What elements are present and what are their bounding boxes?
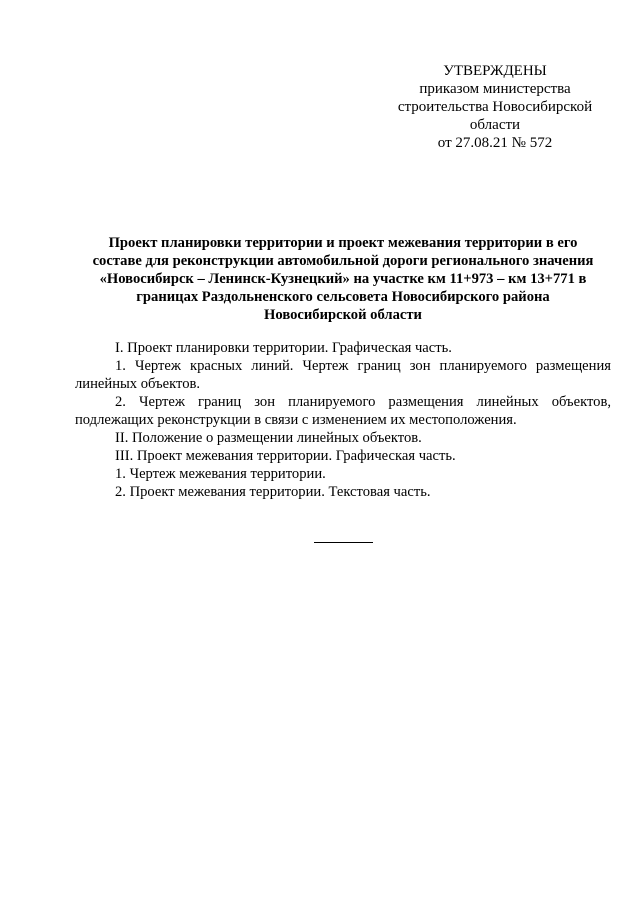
approval-order-line: приказом министерства (419, 81, 571, 97)
title-line: составе для реконструкции автомобильной дороги регионального значения (92, 253, 594, 269)
document-title (75, 234, 611, 324)
list-item-section-2: II. Положение о размещении линейных объектов. (115, 430, 422, 446)
title-line: границах Раздольненского сельсовета Новосибирского района (136, 289, 550, 305)
list-item-section-1: I. Проект планировки территории. Графическая часть. (115, 340, 452, 356)
approval-heading: УТВЕРЖДЕНЫ (443, 63, 547, 79)
approval-ministry-line: строительства Новосибирской (397, 99, 593, 115)
title-line: «Новосибирск – Ленинск-Кузнецкий» на участке км 11+973 – км 13+771 в (99, 271, 587, 287)
list-item-survey-text: 2. Проект межевания территории. Текстовая часть. (115, 484, 431, 500)
closing-separator-line (314, 542, 373, 543)
contents-list (75, 339, 611, 501)
approval-date-number: от 27.08.21 № 572 (437, 135, 553, 151)
list-item-zone-boundaries-drawing: 2. Чертеж границ зон планируемого размещения линейных объектов, подлежащих реконструкции в связи с изменением их местоположения. (75, 394, 611, 428)
title-line: Новосибирской области (264, 307, 422, 323)
list-item-red-lines-drawing: 1. Чертеж красных линий. Чертеж границ зон планируемого размещения линейных объектов. (75, 358, 611, 392)
list-item-section-3: III. Проект межевания территории. Графическая часть. (115, 448, 456, 464)
title-line: Проект планировки территории и проект межевания территории в его (108, 235, 578, 251)
list-item-survey-drawing: 1. Чертеж межевания территории. (115, 466, 326, 482)
approval-region-line: области (469, 117, 521, 133)
approval-stamp (385, 62, 605, 152)
